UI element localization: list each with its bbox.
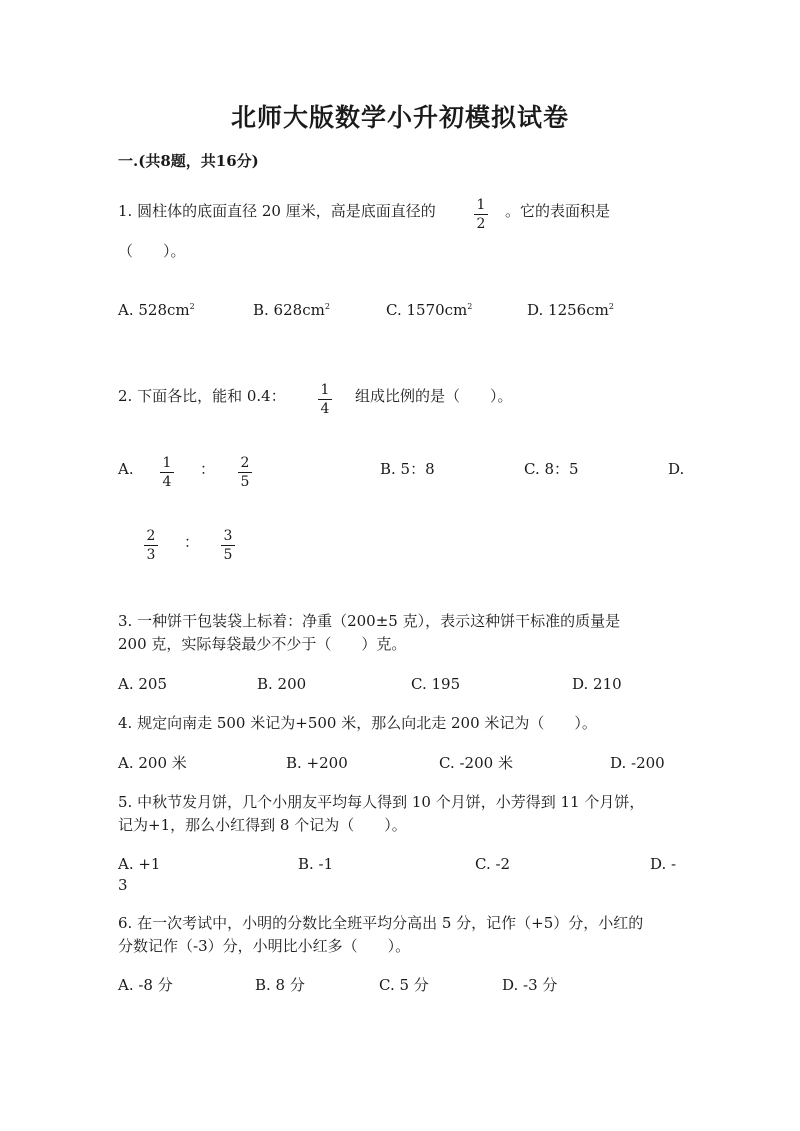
q1-text: 1. 圆柱体的底面直径 20 厘米，高是底面直径的 xyxy=(118,202,436,220)
q2-option-d-f1-num: 2 xyxy=(144,528,158,546)
q6-line-1: 6. 在一次考试中，小明的分数比全班平均分高出 5 分，记作（+5）分，小红的 xyxy=(118,914,644,932)
q2-option-d-fraction-2 xyxy=(221,528,235,563)
q5-line-2: 记为+1，那么小红得到 8 个记为（ ）。 xyxy=(118,816,407,834)
q1-blank-line: （ ）。 xyxy=(118,242,186,260)
q2-fraction xyxy=(318,382,332,417)
q2-option-a-f1-num: 1 xyxy=(160,455,174,473)
q2-option-d-f2-num: 3 xyxy=(221,528,235,546)
q6-line-2: 分数记作（-3）分，小明比小红多（ ）。 xyxy=(118,937,411,955)
q1-option-c-sup: 2 xyxy=(467,302,473,311)
q1-option-d xyxy=(527,296,614,321)
q3-option-a: A. 205 xyxy=(118,675,167,693)
q1-fraction xyxy=(474,197,488,232)
q4-line-1: 4. 规定向南走 500 米记为+500 米，那么向北走 200 米记为（ ）。 xyxy=(118,714,597,732)
q3-option-b: B. 200 xyxy=(257,675,307,693)
q1-fraction-num: 1 xyxy=(474,197,488,215)
q5-option-d-wrap: 3 xyxy=(118,876,128,894)
q5-line-1: 5. 中秋节发月饼，几个小朋友平均每人得到 10 个月饼，小芳得到 11 个月饼， xyxy=(118,793,645,811)
q2-text-after: 组成比例的是（ ）。 xyxy=(355,387,513,405)
q4-option-c: C. -200 米 xyxy=(439,754,513,772)
q1-option-b-sup: 2 xyxy=(324,302,330,311)
q2-option-d-label: D. xyxy=(668,460,685,478)
q2-option-a-f2-num: 2 xyxy=(238,455,252,473)
q1-option-a-text: A. 528cm xyxy=(118,301,190,319)
q5-option-d: D. - xyxy=(650,855,677,873)
q1-option-b xyxy=(253,296,330,321)
q1-option-c-text: C. 1570cm xyxy=(386,301,468,319)
section-header: 一.(共8题，共16分) xyxy=(118,152,259,170)
q4-option-b: B. +200 xyxy=(286,754,348,772)
q3-line-2: 200 克，实际每袋最少不少于（ ）克。 xyxy=(118,635,407,653)
q1-option-d-text: D. 1256cm xyxy=(527,301,609,319)
q2-option-b: B. 5：8 xyxy=(380,460,435,478)
q4-option-d: D. -200 xyxy=(610,754,665,772)
q2-option-a-f1-den: 4 xyxy=(162,474,172,490)
q1-option-b-text: B. 628cm xyxy=(253,301,325,319)
q2-fraction-den: 4 xyxy=(320,401,330,417)
q1-option-a-sup: 2 xyxy=(189,302,195,311)
q2-option-c: C. 8：5 xyxy=(524,460,579,478)
q6-option-c: C. 5 分 xyxy=(379,976,429,994)
q3-option-c: C. 195 xyxy=(411,675,461,693)
q3-option-d: D. 210 xyxy=(572,675,622,693)
q2-option-d-fraction-1 xyxy=(144,528,158,563)
q6-option-b: B. 8 分 xyxy=(255,976,305,994)
q6-option-d: D. -3 分 xyxy=(502,976,558,994)
q2-text: 2. 下面各比，能和 0.4： xyxy=(118,387,286,405)
q2-fraction-num: 1 xyxy=(318,382,332,400)
q2-option-a-fraction-2 xyxy=(238,455,252,490)
q2-option-a-f2-den: 5 xyxy=(240,474,250,490)
page-title: 北师大版数学小升初模拟试卷 xyxy=(230,103,569,132)
q1-fraction-den: 2 xyxy=(476,216,486,232)
q1-option-a xyxy=(118,296,195,321)
q2-option-d-f2-den: 5 xyxy=(223,547,233,563)
q6-option-a: A. -8 分 xyxy=(118,976,173,994)
q2-option-a-colon: ： xyxy=(200,460,216,478)
q1-option-c xyxy=(386,296,472,321)
q1-option-d-sup: 2 xyxy=(608,302,614,311)
q3-line-1: 3. 一种饼干包装袋上标着：净重（200±5 克），表示这种饼干标准的质量是 xyxy=(118,612,621,630)
q4-option-a: A. 200 米 xyxy=(118,754,187,772)
q2-option-a-label: A. xyxy=(118,460,134,478)
q5-option-c: C. -2 xyxy=(475,855,511,873)
q2-option-d-colon: ： xyxy=(184,533,200,551)
q5-option-a: A. +1 xyxy=(118,855,161,873)
q2-option-a-fraction-1 xyxy=(160,455,174,490)
q1-text-after: 。它的表面积是 xyxy=(505,202,611,220)
q5-option-b: B. -1 xyxy=(298,855,334,873)
q2-option-d-f1-den: 3 xyxy=(146,547,156,563)
